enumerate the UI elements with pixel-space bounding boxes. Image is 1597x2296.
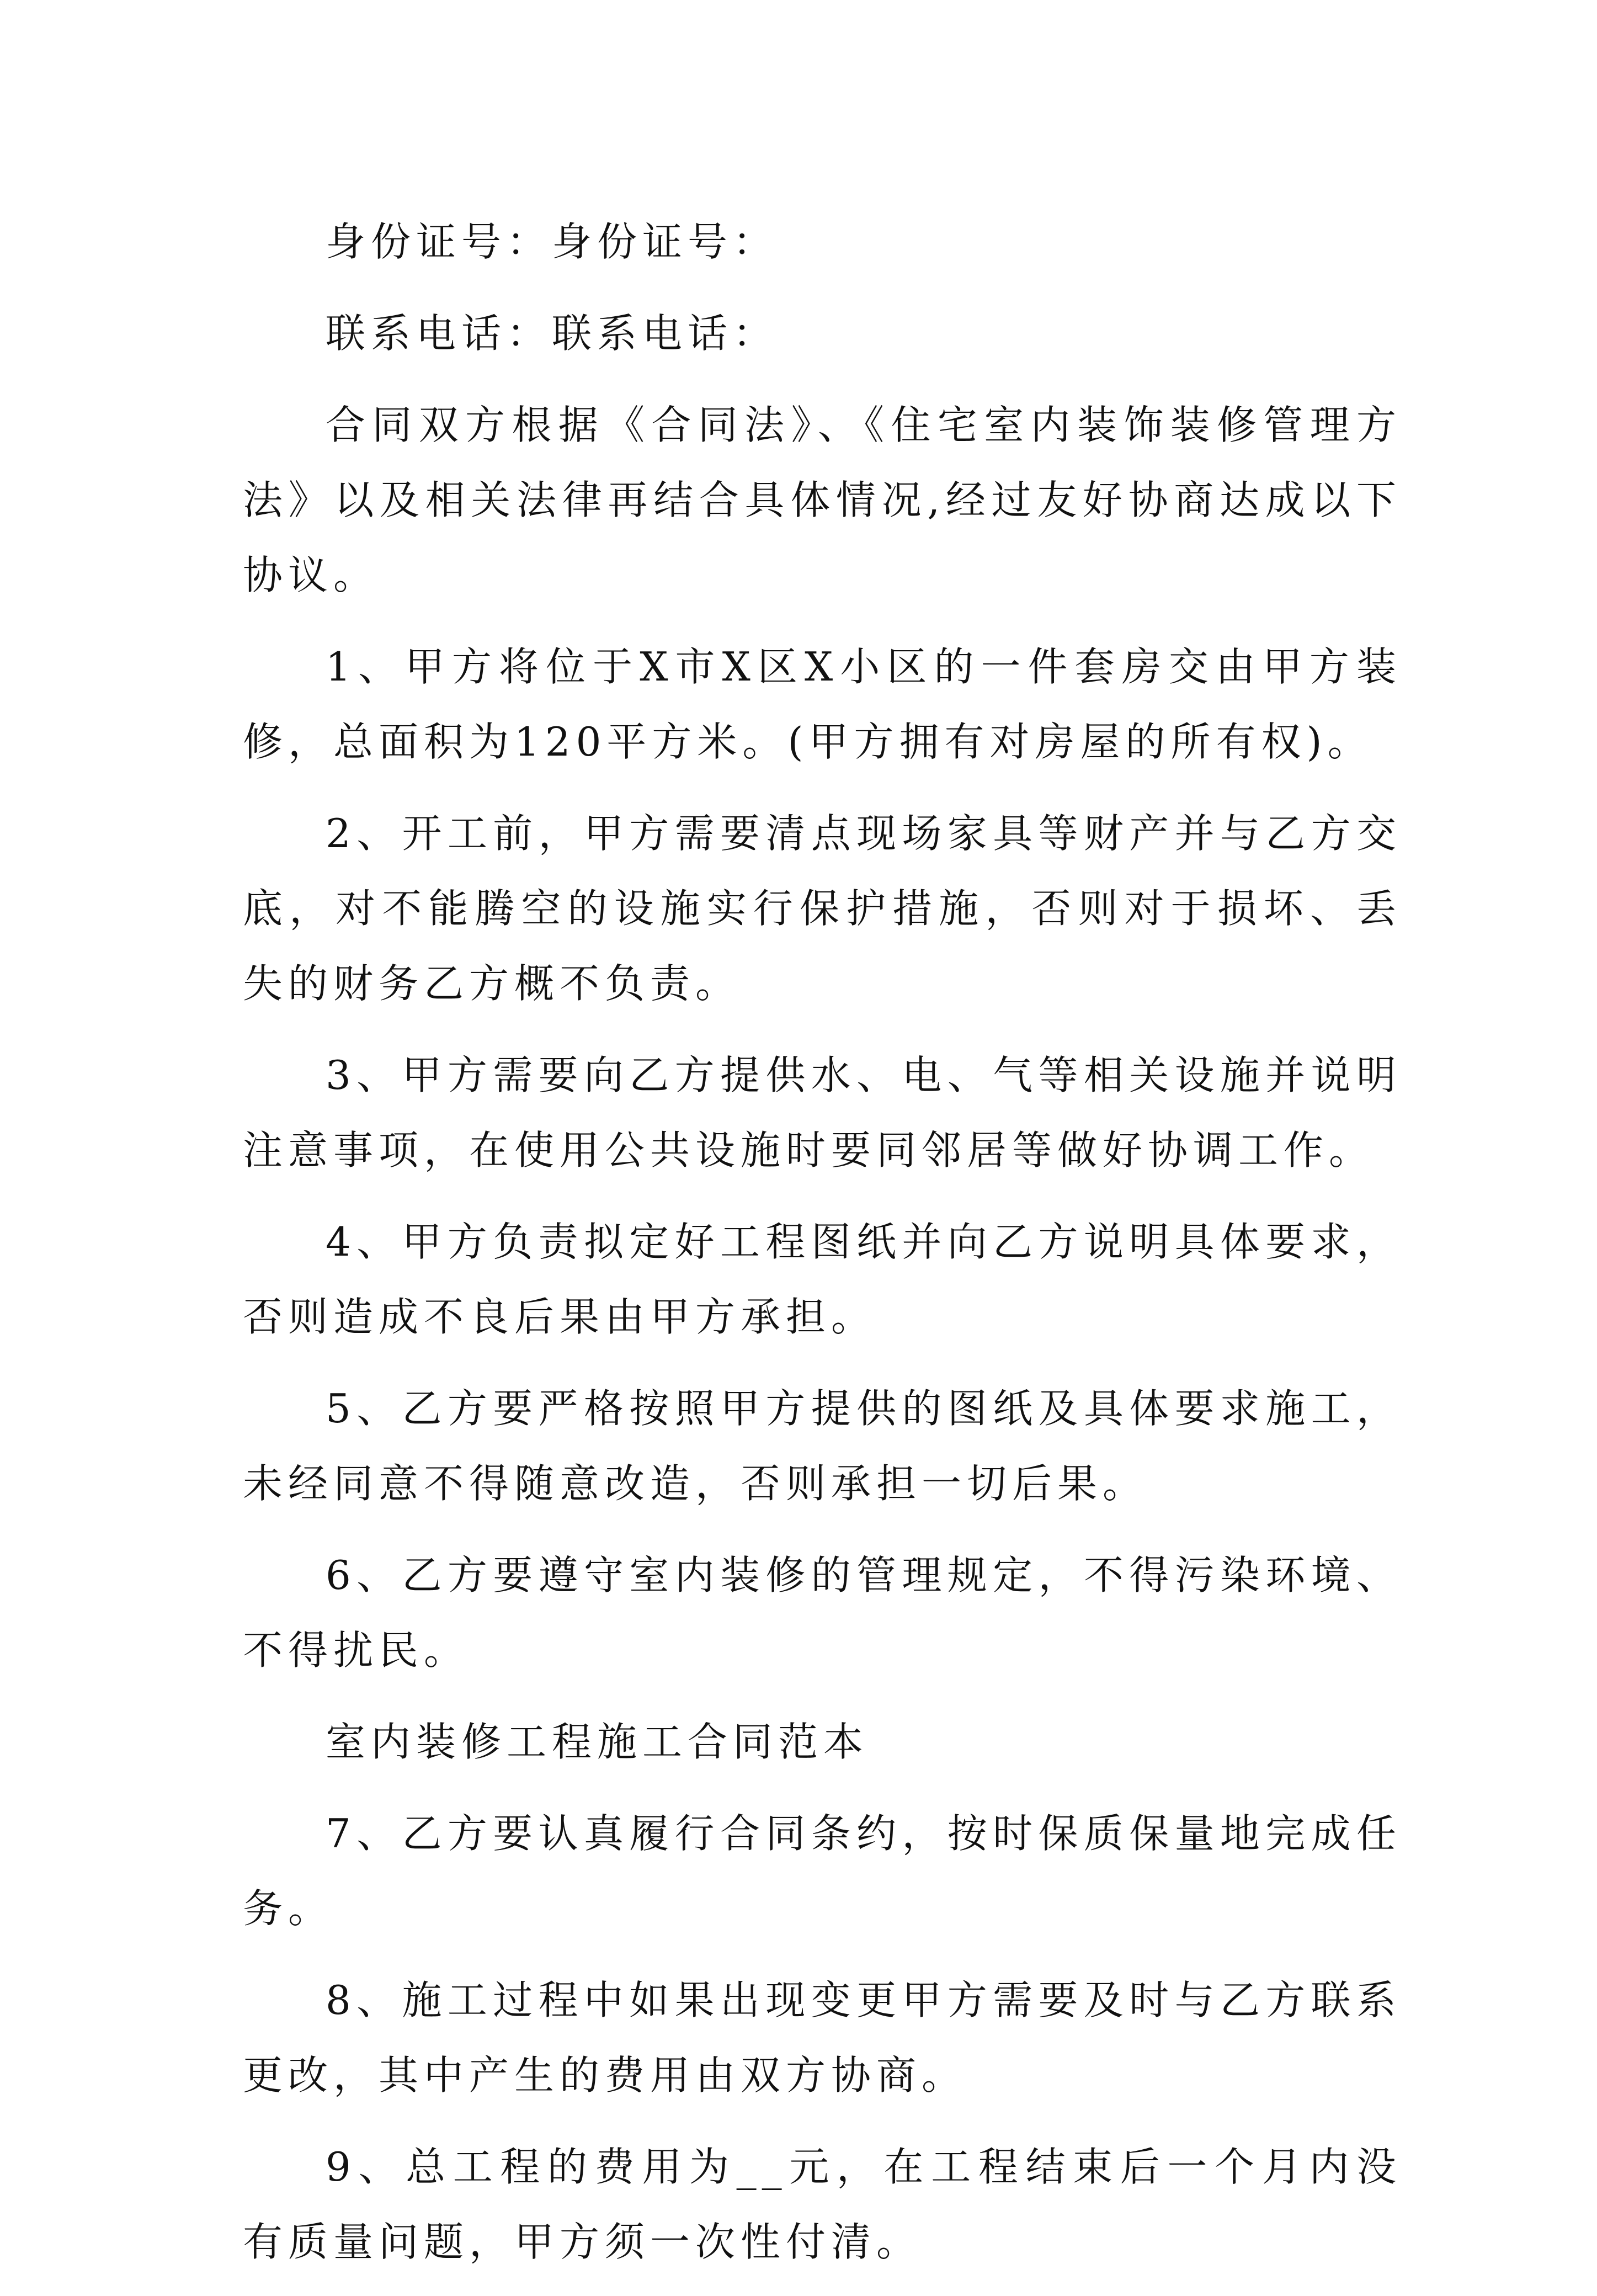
clause-1: 1、甲方将位于X市X区X小区的一件套房交由甲方装修，总面积为120平方米。(甲方拥有对房屋的所有权)。 — [243, 644, 1402, 765]
clause-8: 8、施工过程中如果出现变更甲方需要及时与乙方联系更改，其中产生的费用由双方协商。 — [243, 1977, 1402, 2098]
clause-7: 7、乙方要认真履行合同条约，按时保质保量地完成任务。 — [243, 1810, 1402, 1932]
clause-9: 9、总工程的费用为__元，在工程结束后一个月内没有质量问题，甲方须一次性付清。 — [243, 2144, 1402, 2265]
phone-line: 联系电话：联系电话： — [326, 310, 779, 357]
id-number-line: 身份证号：身份证号： — [326, 219, 779, 265]
clause-5: 5、乙方要严格按照甲方提供的图纸及具体要求施工，未经同意不得随意改造，否则承担一切后果。 — [243, 1385, 1402, 1507]
clause-3: 3、甲方需要向乙方提供水、电、气等相关设施并说明注意事项，在使用公共设施时要同邻居等做好协调工作。 — [243, 1052, 1402, 1173]
clause-4: 4、甲方负责拟定好工程图纸并向乙方说明具体要求，否则造成不良后果由甲方承担。 — [243, 1219, 1402, 1340]
clause-2: 2、开工前，甲方需要清点现场家具等财产并与乙方交底，对不能腾空的设施实行保护措施，否则对于损坏、丢失的财务乙方概不负责。 — [243, 810, 1402, 1007]
section-title: 室内装修工程施工合同范本 — [326, 1719, 869, 1765]
intro-paragraph: 合同双方根据《合同法》、《住宅室内装饰装修管理方法》以及相关法律再结合具体情况,经过友好协商达成以下协议。 — [243, 402, 1402, 598]
document-body — [243, 204, 1402, 2296]
clause-6: 6、乙方要遵守室内装修的管理规定，不得污染环境、不得扰民。 — [243, 1552, 1402, 1673]
